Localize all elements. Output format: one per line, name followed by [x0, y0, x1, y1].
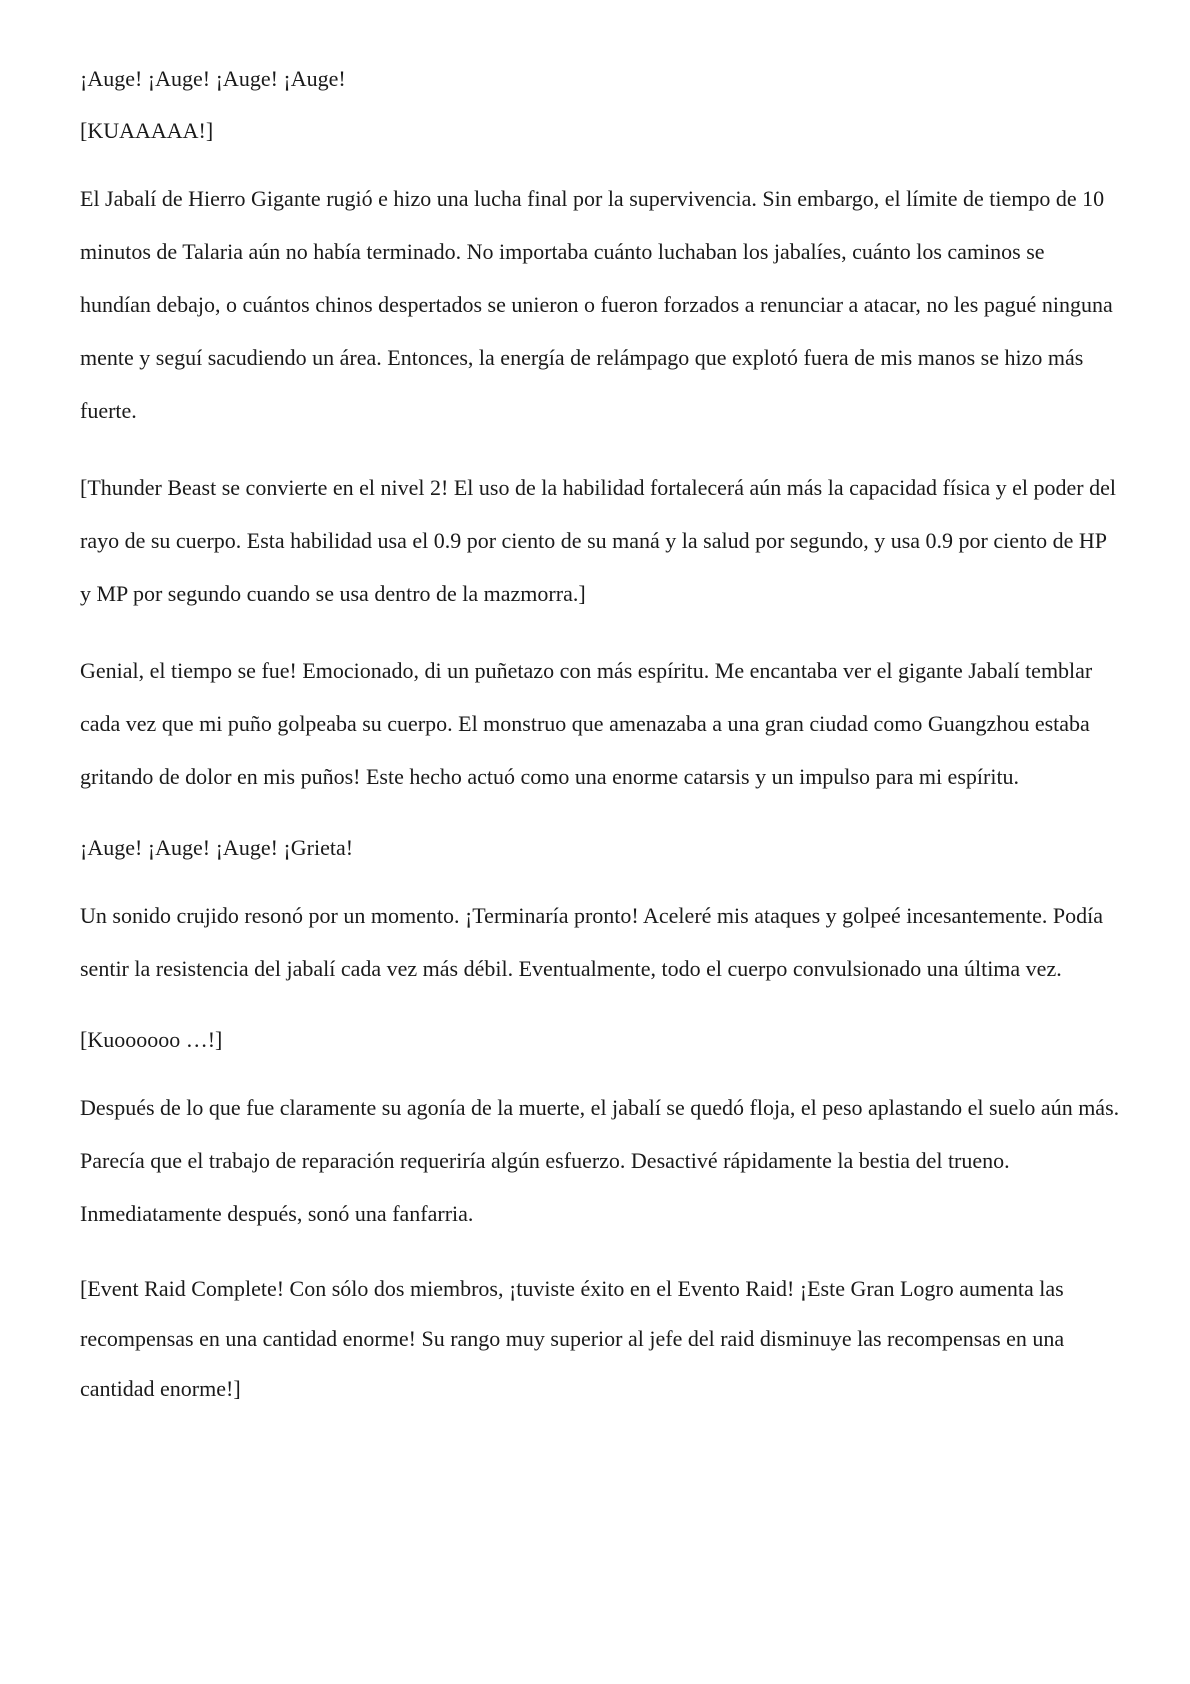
paragraph-6: ¡Auge! ¡Auge! ¡Auge! ¡Grieta!	[80, 835, 354, 860]
paragraph-7: Un sonido crujido resonó por un momento. ¡Terminaría pronto! Aceleré mis ataques y golpeé incesantemente. Podía sentir la resistencia del jabalí cada vez más débil. Eventualmente, todo el cuerpo convulsionado una última vez.	[80, 903, 1104, 981]
paragraph-9: Después de lo que fue claramente su agonía de la muerte, el jabalí se quedó floja, el peso aplastando el suelo aún más. Parecía que el trabajo de reparación requeriría algún esfuerzo. Desactivé rápidamente la bestia del trueno. Inmediatamente después, sonó una fanfarria.	[80, 1095, 1120, 1226]
paragraph-10: [Event Raid Complete! Con sólo dos miembros, ¡tuviste éxito en el Evento Raid! ¡Este Gran Logro aumenta las recompensas en una cantidad enorme! Su rango muy superior al jefe del raid disminuye las recompensas en una cantidad enorme!]	[80, 1276, 1065, 1401]
paragraph-5: Genial, el tiempo se fue! Emocionado, di un puñetazo con más espíritu. Me encantaba ver el gigante Jabalí temblar cada vez que mi puño golpeaba su cuerpo. El monstruo que amenazaba a una gran ciudad como Guangzhou estaba gritando de dolor en mis puños! Este hecho actuó como una enorme catarsis y un impulso para mi espíritu.	[80, 658, 1093, 789]
document-page	[80, 62, 1120, 1414]
paragraph-4: [Thunder Beast se convierte en el nivel 2! El uso de la habilidad fortalecerá aún más la capacidad física y el poder del rayo de su cuerpo. Esta habilidad usa el 0.9 por ciento de su maná y la salud por segundo, y usa 0.9 por ciento de HP y MP por segundo cuando se usa dentro de la mazmorra.]	[80, 475, 1117, 606]
paragraph-2: [KUAAAAA!]	[80, 118, 214, 143]
paragraph-8: [Kuoooooo …!]	[80, 1027, 223, 1052]
paragraph-1: ¡Auge! ¡Auge! ¡Auge! ¡Auge!	[80, 66, 346, 91]
paragraph-3: El Jabalí de Hierro Gigante rugió e hizo una lucha final por la supervivencia. Sin embargo, el límite de tiempo de 10 minutos de Talaria aún no había terminado. No importaba cuánto luchaban los jabalíes, cuánto los caminos se hundían debajo, o cuántos chinos despertados se unieron o fueron forzados a renunciar a atacar, no les pagué ninguna mente y seguí sacudiendo un área. Entonces, la energía de relámpago que explotó fuera de mis manos se hizo más fuerte.	[80, 186, 1113, 423]
